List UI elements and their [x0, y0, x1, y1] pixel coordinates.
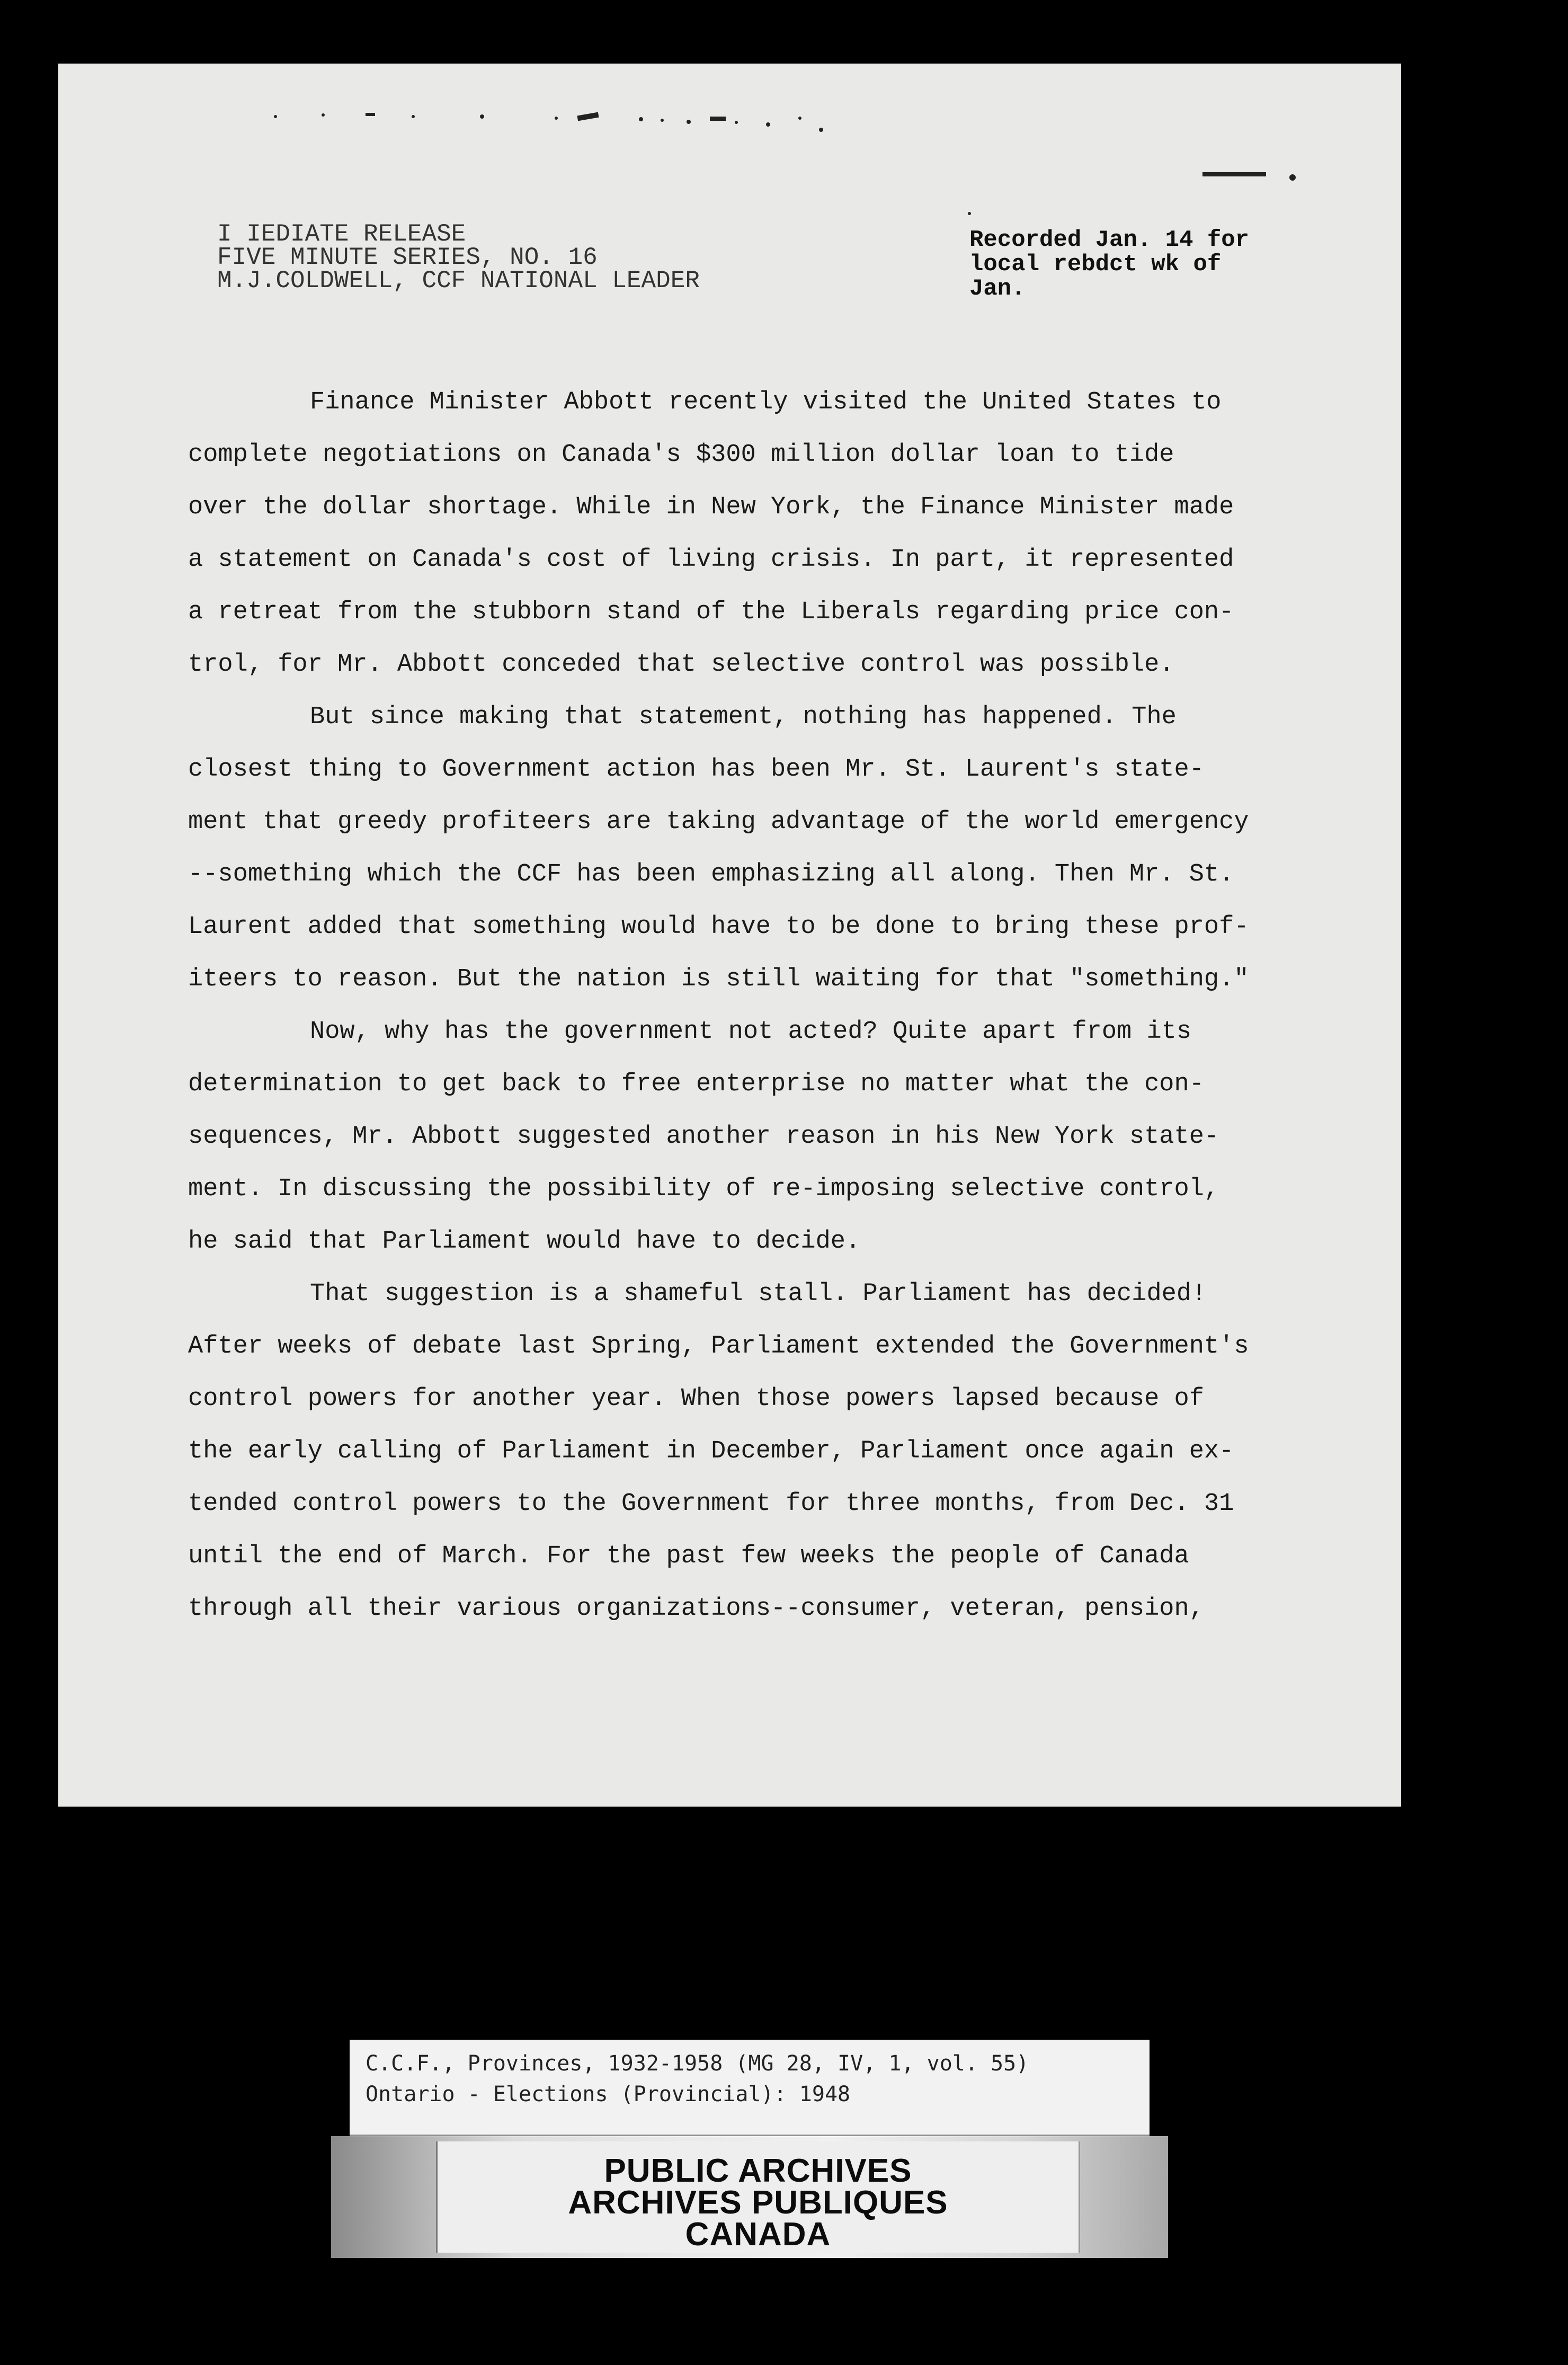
- body-line: through all their various organizations--consumer, veteran, pension,: [188, 1595, 1204, 1623]
- header-line: I IEDIATE RELEASE: [217, 220, 466, 248]
- body-line: Finance Minister Abbott recently visited the United States to: [310, 388, 1222, 416]
- recording-note-line: Recorded Jan. 14 for: [969, 227, 1250, 253]
- recording-note: [969, 228, 1249, 301]
- stamp-line: ARCHIVES PUBLIQUES: [568, 2184, 948, 2221]
- body-line: sequences, Mr. Abbott suggested another reason in his New York state-: [188, 1123, 1219, 1151]
- stamp-line: CANADA: [685, 2216, 831, 2253]
- body-line: until the end of March. For the past few weeks the people of Canada: [188, 1542, 1189, 1570]
- body-line: a retreat from the stubborn stand of the Liberals regarding price con-: [188, 598, 1234, 626]
- body-line: trol, for Mr. Abbott conceded that selective control was possible.: [188, 651, 1174, 679]
- body-line: Now, why has the government not acted? Quite apart from its: [310, 1018, 1192, 1046]
- archive-reference-line: Ontario - Elections (Provincial): 1948: [366, 2082, 851, 2106]
- body-line: ment that greedy profiteers are taking advantage of the world emergency: [188, 808, 1249, 836]
- body-line: iteers to reason. But the nation is still waiting for that "something.": [188, 965, 1249, 993]
- body-line: over the dollar shortage. While in New York, the Finance Minister made: [188, 493, 1234, 521]
- header-line: FIVE MINUTE SERIES, NO. 16: [217, 244, 598, 271]
- recording-note-line: Jan.: [969, 275, 1026, 302]
- body-line: --something which the CCF has been emphasizing all along. Then Mr. St.: [188, 860, 1234, 888]
- archive-reference-line: C.C.F., Provinces, 1932-1958 (MG 28, IV, 1, vol. 55): [366, 2051, 1029, 2076]
- body-line: ment. In discussing the possibility of re-imposing selective control,: [188, 1175, 1219, 1203]
- body-line: control powers for another year. When those powers lapsed because of: [188, 1385, 1204, 1413]
- release-header: [217, 220, 700, 295]
- body-line: a statement on Canada's cost of living crisis. In part, it represented: [188, 546, 1234, 574]
- archive-stamp-band: [331, 2136, 1168, 2258]
- body-line: he said that Parliament would have to decide.: [188, 1228, 861, 1256]
- body-line: complete negotiations on Canada's $300 million dollar loan to tide: [188, 441, 1174, 469]
- body-line: tended control powers to the Government for three months, from Dec. 31: [188, 1490, 1234, 1518]
- body-line: closest thing to Government action has been Mr. St. Laurent's state-: [188, 755, 1204, 784]
- body-line: That suggestion is a shameful stall. Parliament has decided!: [310, 1280, 1207, 1308]
- document-body: [188, 376, 1385, 1635]
- recording-note-line: local rebdct wk of: [969, 251, 1222, 278]
- stamp-line: PUBLIC ARCHIVES: [604, 2153, 912, 2189]
- archive-reference-label: [350, 2040, 1150, 2136]
- header-line: M.J.COLDWELL, CCF NATIONAL LEADER: [217, 267, 700, 295]
- scan-noise-marks: [260, 93, 1372, 220]
- body-line: determination to get back to free enterprise no matter what the con-: [188, 1070, 1204, 1098]
- document-page: [58, 64, 1401, 1807]
- body-line: the early calling of Parliament in December, Parliament once again ex-: [188, 1437, 1234, 1465]
- body-line: After weeks of debate last Spring, Parliament extended the Government's: [188, 1332, 1249, 1361]
- body-line: But since making that statement, nothing has happened. The: [310, 703, 1177, 731]
- archive-stamp: [436, 2141, 1080, 2253]
- body-line: Laurent added that something would have to be done to bring these prof-: [188, 913, 1249, 941]
